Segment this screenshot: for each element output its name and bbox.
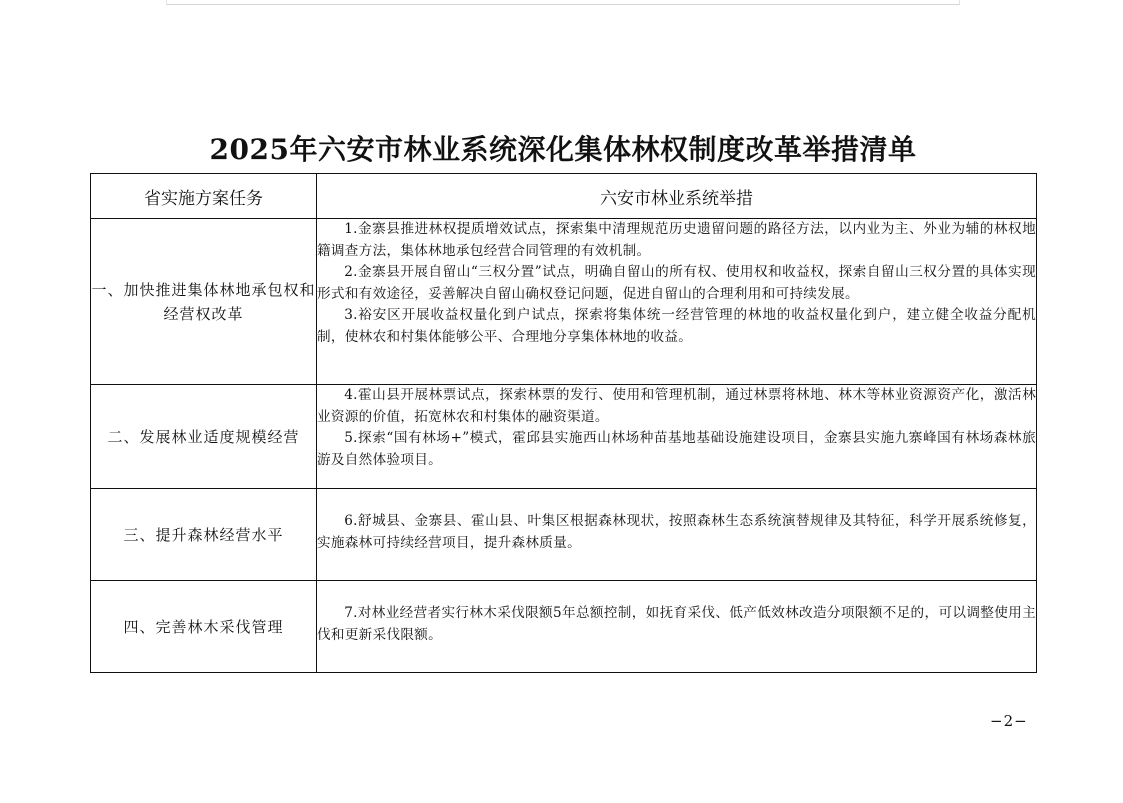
measure-item: 2.金寨县开展自留山“三权分置”试点，明确自留山的所有权、使用权和收益权，探索自留山三权分置的具体实现形式和有效途径，妥善解决自留山确权登记问题，促进自留山的合理利用和可持续发展。 <box>317 264 1036 302</box>
task-cell: 四、完善林木采伐管理 <box>91 581 317 673</box>
table-row <box>91 581 1037 673</box>
measure-item: 3.裕安区开展收益权量化到户试点，探索将集体统一经营管理的林地的收益权量化到户，建立健全收益分配机制，使林农和村集体能够公平、合理地分享集体林地的收益。 <box>317 307 1036 345</box>
task-cell: 二、发展林业适度规模经营 <box>91 385 317 489</box>
table-header-row <box>91 174 1037 219</box>
task-cell: 一、加快推进集体林地承包权和经营权改革 <box>91 219 317 385</box>
measure-cell <box>317 489 1037 581</box>
table-row <box>91 385 1037 489</box>
table-row <box>91 489 1037 581</box>
previous-page-edge <box>166 0 960 5</box>
table-row <box>91 219 1037 385</box>
task-cell: 三、提升森林经营水平 <box>91 489 317 581</box>
page-number: −2− <box>990 712 1028 730</box>
header-measures: 六安市林业系统举措 <box>317 174 1037 219</box>
measure-item: 1.金寨县推进林权提质增效试点，探索集中清理规范历史遗留问题的路径方法，以内业为主、外业为辅的林权地籍调查方法，集体林地承包经营合同管理的有效机制。 <box>317 221 1036 259</box>
measure-item: 5.探索“国有林场+”模式，霍邱县实施西山林场种苗基地基础设施建设项目，金寨县实施九寨峰国有林场森林旅游及自然体验项目。 <box>317 430 1036 468</box>
measure-cell <box>317 219 1037 385</box>
measure-cell <box>317 581 1037 673</box>
measures-table <box>90 173 1037 673</box>
measure-item: 4.霍山县开展林票试点，探索林票的发行、使用和管理机制，通过林票将林地、林木等林业资源资产化，激活林业资源的价值，拓宽林农和村集体的融资渠道。 <box>317 387 1036 425</box>
measure-item: 6.舒城县、金寨县、霍山县、叶集区根据森林现状，按照森林生态系统演替规律及其特征，科学开展系统修复，实施森林可持续经营项目，提升森林质量。 <box>317 513 1036 551</box>
measure-item: 7.对林业经营者实行林木采伐限额5年总额控制，如抚育采伐、低产低效林改造分项限额不足的，可以调整使用主伐和更新采伐限额。 <box>317 605 1036 643</box>
measure-cell <box>317 385 1037 489</box>
document-title: 2025年六安市林业系统深化集体林权制度改革举措清单 <box>209 133 917 166</box>
header-task: 省实施方案任务 <box>91 174 317 219</box>
